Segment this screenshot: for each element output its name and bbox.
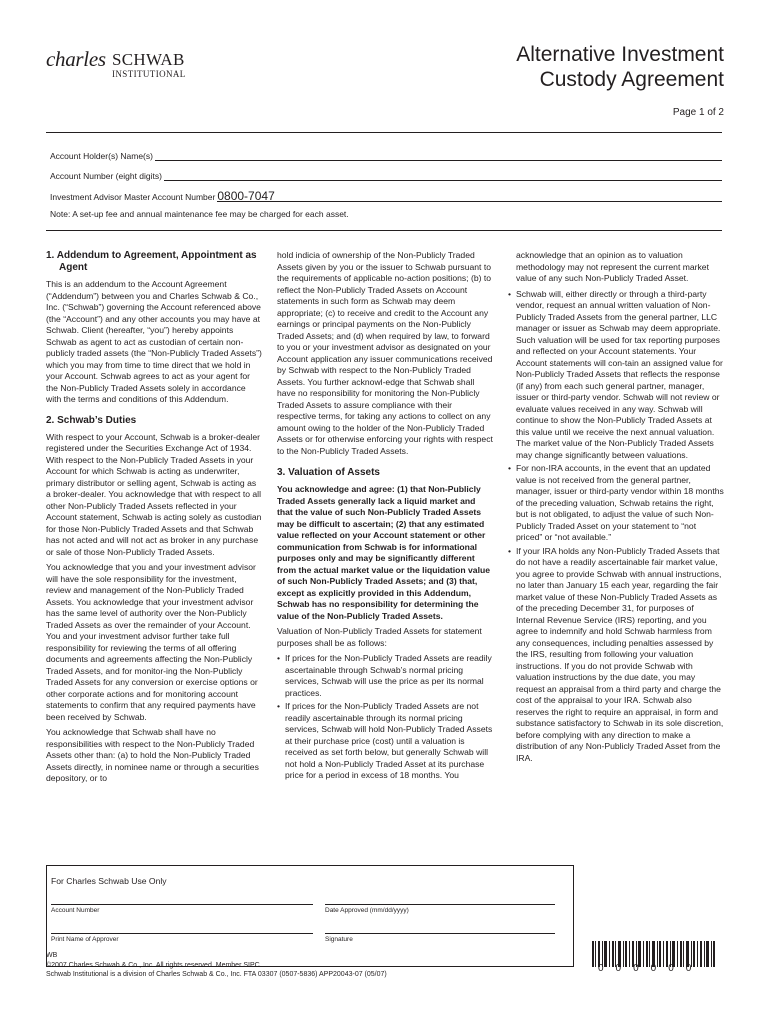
footer [46,951,387,980]
section-2-paragraph-2: You acknowledge that you and your investment advisor will have the sole responsibility for the investment, review and management of the Non-Publicly Traded Assets. You acknowledge that your investment advisor has the same level of authority over the Non-Publicly Traded Assets as over the remainder of your Account. You and your investment advisor further take full responsibility for reviewing the terms of all offering documents and agreements affecting the Non-Publicly Traded Assets, and for monitor-ing the Non-Publicly Traded Assets for any conversion or exercise options or other corporate actions and for monitoring account statements to confirm that any required payments have been received by Schwab. [46,562,258,722]
valuation-bullet-4: • For non-IRA accounts, in the event that an updated value is not received from the general partner, manager, issuer or third-party vendor within 18 months of the preceding valuation, Schwab retains the right, but is not obligated, to adjust the value of such Non-Publicly Traded Asset on your statement to “not priced” or “not available.” [508,463,724,544]
master-account-row [50,189,722,203]
section-1-paragraph: This is an addendum to the Account Agreement (“Addendum”) between you and Charles Schwab & Co., Inc. (“Schwab”) governing the Account referenced above (the “Account”) and any other accounts you may have at Schwab. Client (hereafter, “you”) hereby appoints Schwab as agent to act as custodian of certain non-publicly traded assets (the “Non-Publicly Traded Assets”) which you may from time to time direct that we hold in your Account. Schwab agrees to act as your agent for the Non-Publicly Traded Assets solely in accordance with the terms and conditions of this Addendum. [46,279,262,404]
account-number-label: Account Number (eight digits) [50,171,162,181]
section-2-paragraph-1: With respect to your Account, Schwab is a broker-dealer registered under the Securities Exchange Act of 1934. With respect to the Non-Publicly Traded Assets in your Account for which Schwab is acting as underwriter, primary distributor or selling agent, Schwab is acting as a broker-dealer. You acknowledge that with respect to all other Non-Publicly Traded Assets reflected in your Account statement, Schwab is acting solely as custodian for those Non-Publicly Traded Assets and that Schwab has not acted and will not act as broker in any purchase or sale of those Non-Publicly Traded Assets. [46,431,262,557]
logo-schwab: SCHWAB [112,50,185,69]
master-account-label: Investment Advisor Master Account Number [50,192,216,202]
section-2-paragraph-3: You acknowledge that Schwab shall have no responsibilities with respect to the Non-Publicly Traded Assets other than: (a) to hold the Non-Publicly Traded Assets directly, in nominee name or through a securities depository, or to [46,727,259,783]
signature-line[interactable] [325,933,555,934]
date-approved-line[interactable] [325,904,555,905]
footer-division: Schwab Institutional is a division of Charles Schwab & Co., Inc. FTA 03307 (0507-5836) APP20043-07 (05/07) [46,971,387,978]
column-3 [508,250,724,766]
column-1 [46,250,262,789]
account-number-line[interactable] [51,904,313,905]
valuation-list-continued [508,289,724,765]
footer-copyright: ©2007 Charles Schwab & Co., Inc. All rights reserved. Member SIPC. [46,961,262,969]
valuation-bullet-5: • If your IRA holds any Non-Publicly Traded Assets that do not have a readily ascertainable fair market value, you agree to provide Schwab with annual instructions, no later than January 15 each year, regarding the fair market value of these Non-Publicly Traded Assets as of the preceding December 31, for purposes of Internal Revenue Service (IRS) reporting, and you agree to indemnify and hold Schwab harmless from any consequences, including penalties assessed by the IRS, resulting from following your valuation instructions. If you do not provide Schwab with valuation instructions by the due date, you may request an appraisal from a third party and charge the cost of the appraisal to your IRA. Schwab also reserves the right to require an appraisal, in form and substance satisfactory to Schwab in its sole discretion, before complying with any direction to make a distribution of any Non-Publicly Traded Asset from the IRA. [508,546,724,765]
valuation-list [277,653,493,782]
valuation-continued: acknowledge that an opinion as to valuation methodology may not represent the current market value of any such Non-Publicly Traded Asset. [516,250,709,283]
top-rule [46,132,722,133]
fee-note [50,209,349,219]
account-holders-field[interactable] [155,152,722,161]
section-2-heading: 2. Schwab’s Duties [46,414,137,426]
account-holders-row [50,151,722,161]
section-3-acknowledgement: You acknowledge and agree: (1) that Non-Publicly Traded Assets generally lack a liquid market and that the value of such Non-Publicly Traded Assets may be difficult to ascertain; (2) that any estimated value reflected on your Account statement or other communication from Schwab is for informational purposes only and may be significantly different from the actual market value or the liquidation value of such Non-Publicly Traded Assets; and (3) that, except as explicitly provided in this Addendum, Schwab has no responsibility for determining the value of the Non-Publicly Traded Assets. [277,484,490,621]
section-3-heading: 3. Valuation of Assets [277,467,380,478]
section-1-heading: 1. Addendum to Agreement, Appointment as Agent [46,250,257,273]
section-3-valuation-intro: Valuation of Non-Publicly Traded Assets for statement purposes shall be as follows: [277,626,482,648]
footer-code: WB [46,952,58,959]
document-title [516,42,724,92]
valuation-bullet-1: • If prices for the Non-Publicly Traded Assets are readily ascertainable through Schwab’s normal pricing services, Schwab will use the price as per its normal practices. [277,653,493,699]
valuation-bullet-3: • Schwab will, either directly or through a third-party vendor, request an annual written valuation of Non-Publicly Traded Assets from the general partner, LLC manager or issuer as Schwab may deem appropriate. Such valuation will be used for tax reporting purposes and reflected on your Account statements. Your Account statements will con-tain an assigned value for Non-Publicly Traded Assets that reflects the response (if any) from each such general partner, manager, issuer or third-party vendor. Schwab will not review or evaluate values received in any way. Schwab will continue to show the Non-Publicly Traded Assets at this value until we receive the next annual valuation. The market value of the Non-Publicly Traded Assets may change significantly between valuations. [508,289,724,462]
page-number: Page 1 of 2 [672,107,724,118]
office-account-number-label: Account Number [51,907,100,914]
title-line-2: Custody Agreement [539,68,724,91]
fee-note-text: Note: A set-up fee and annual maintenance fee may be charged for each asset. [50,209,349,219]
barcode-digits: 000000 [598,963,704,974]
approver-name-line[interactable] [51,933,313,934]
office-use-header: For Charles Schwab Use Only [51,876,167,886]
account-number-row [50,171,722,181]
account-number-field[interactable] [164,172,722,181]
signature-label: Signature [325,936,353,943]
account-form [46,136,722,228]
column-2 [277,250,493,784]
logo-institutional: INSTITUTIONAL [112,69,186,79]
approver-name-label: Print Name of Approver [51,936,119,943]
section-2-continued: hold indicia of ownership of the Non-Publicly Traded Assets given by you or the issuer to Schwab pursuant to the requirements of applicable no-action positions; (b) to reflect the Non-Publicly Traded Assets on Account statements in such form as Schwab may deem appropriate; (c) to receive and credit to the Account any earnings or principal payments on the Non-Publicly Traded Assets; and (d) when required by law, to forward to you or your investment advisor as designated on your Account application any issuer communications received by Schwab with respect to the Non-Publicly Traded Assets. You further acknowl-edge that Schwab shall have no responsibility for monitoring the Non-Publicly Traded Assets to assure compliance with their respective terms, for taking any actions to collect on any amount owing to the holder of the Non-Publicly Traded Assets or for otherwise enforcing your rights with respect to the Non-Publicly Traded Assets. [277,250,493,456]
title-line-1: Alternative Investment [516,43,724,66]
logo-charles: charles [46,47,106,71]
date-approved-label: Date Approved (mm/dd/yyyy) [325,907,409,914]
master-account-value: 0800-7047 [217,189,275,203]
master-account-field[interactable] [217,189,722,203]
form-bottom-rule [46,230,722,231]
account-holders-label: Account Holder(s) Name(s) [50,151,153,161]
valuation-bullet-2: • If prices for the Non-Publicly Traded Assets are not readily ascertainable through its normal pricing services, Schwab will hold Non-Publicly Traded Assets at their purchase price (cost) until a valuation is received as set forth below, but generally Schwab will not hold a Non-Publicly Traded Asset at its purchase price for a period in excess of 18 months. You [277,701,493,782]
